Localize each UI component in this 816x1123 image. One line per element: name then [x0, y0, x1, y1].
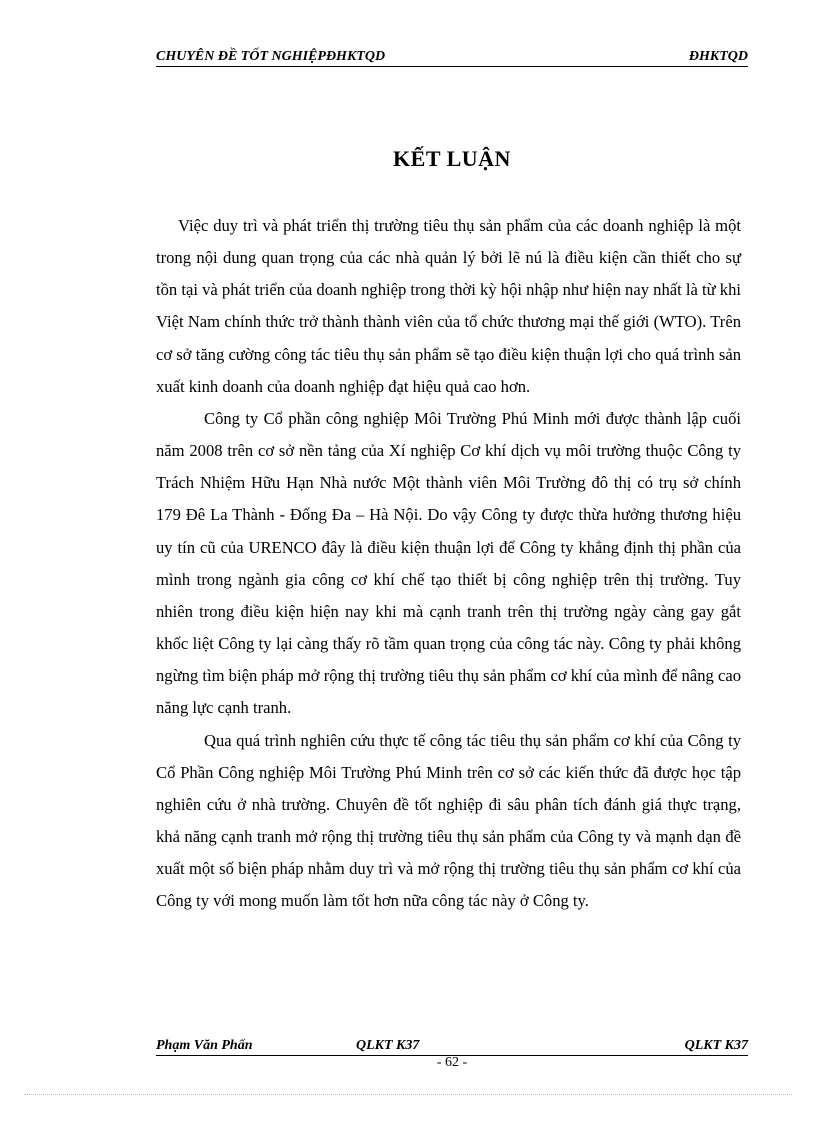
paragraph-2: Công ty Cổ phần công nghiệp Môi Trường Phú Minh mới được thành lập cuối năm 2008 trên cơ sở nền tảng của Xí nghiệp Cơ khí dịch vụ môi trường thuộc Công ty Trách Nhiệm Hữu Hạn Nhà nước Một thành viên Môi Trường đô thị có trụ sở chính 179 Đê La Thành - Đống Đa – Hà Nội. Do vậy Công ty được thừa hưởng thương hiệu uy tín cũ của URENCO đây là điều kiện thuận lợi để Công ty khẳng định thị phần của mình trong ngành gia công cơ khí chế tạo thiết bị công nghiệp trên thị trường. Tuy nhiên trong điều kiện hiện nay khi mà cạnh tranh trên thị trường ngày càng gay gắt khốc liệt Công ty lại càng thấy rõ tầm quan trọng của công tác này. Công ty phải không ngừng tìm biện pháp mở rộng thị trường tiêu thụ sản phẩm cơ khí của mình để nâng cao năng lực cạnh tranh. — [156, 408, 741, 718]
header-left-text: CHUYÊN ĐỀ TỐT NGHIỆPĐHKTQD — [156, 49, 386, 64]
page-title: KẾT LUẬN — [393, 146, 511, 171]
body-text — [156, 210, 741, 917]
paragraph-3: Qua quá trình nghiên cứu thực tế công tác tiêu thụ sản phẩm cơ khí của Công ty Cổ Phần Công nghiệp Môi Trường Phú Minh trên cơ sở các kiến thức đã được học tập nghiên cứu ở nhà trường. Chuyên đề tốt nghiệp đi sâu phân tích đánh giá thực trạng, khả năng cạnh tranh mở rộng thị trường tiêu thụ sản phẩm của Công ty và mạnh dạn đề xuất một số biện pháp nhằm duy trì và mở rộng thị trường tiêu thụ sản phẩm cơ khí của Công ty với mong muốn làm tốt hơn nữa công tác này ở Công ty. — [156, 730, 741, 911]
footer-author: Phạm Văn Phấn — [156, 1038, 253, 1053]
page-bottom-divider — [24, 1094, 792, 1095]
page-footer — [156, 1036, 748, 1056]
page-number: - 62 - — [436, 1055, 468, 1070]
paragraph-1: Việc duy trì và phát triển thị trường tiêu thụ sản phẩm của các doanh nghiệp là một trong nội dung quan trọng của các nhà quản lý bởi lẽ nú là điều kiện cần thiết cho sự tồn tại và phát triển của doanh nghiệp trong thời kỳ hội nhập như hiện nay nhất là từ khi Việt Nam chính thức trở thành thành viên của tổ chức thương mại thế giới (WTO). Trên cơ sở tăng cường công tác tiêu thụ sản phẩm sẽ tạo điều kiện thuận lợi cho quá trình sản xuất kinh doanh của doanh nghiệp đạt hiệu quả cao hơn. — [156, 216, 741, 396]
footer-class-mid: QLKT K37 — [356, 1038, 420, 1053]
page-header — [156, 47, 748, 67]
header-right-text: ĐHKTQD — [688, 49, 748, 64]
footer-class-right: QLKT K37 — [684, 1038, 748, 1053]
